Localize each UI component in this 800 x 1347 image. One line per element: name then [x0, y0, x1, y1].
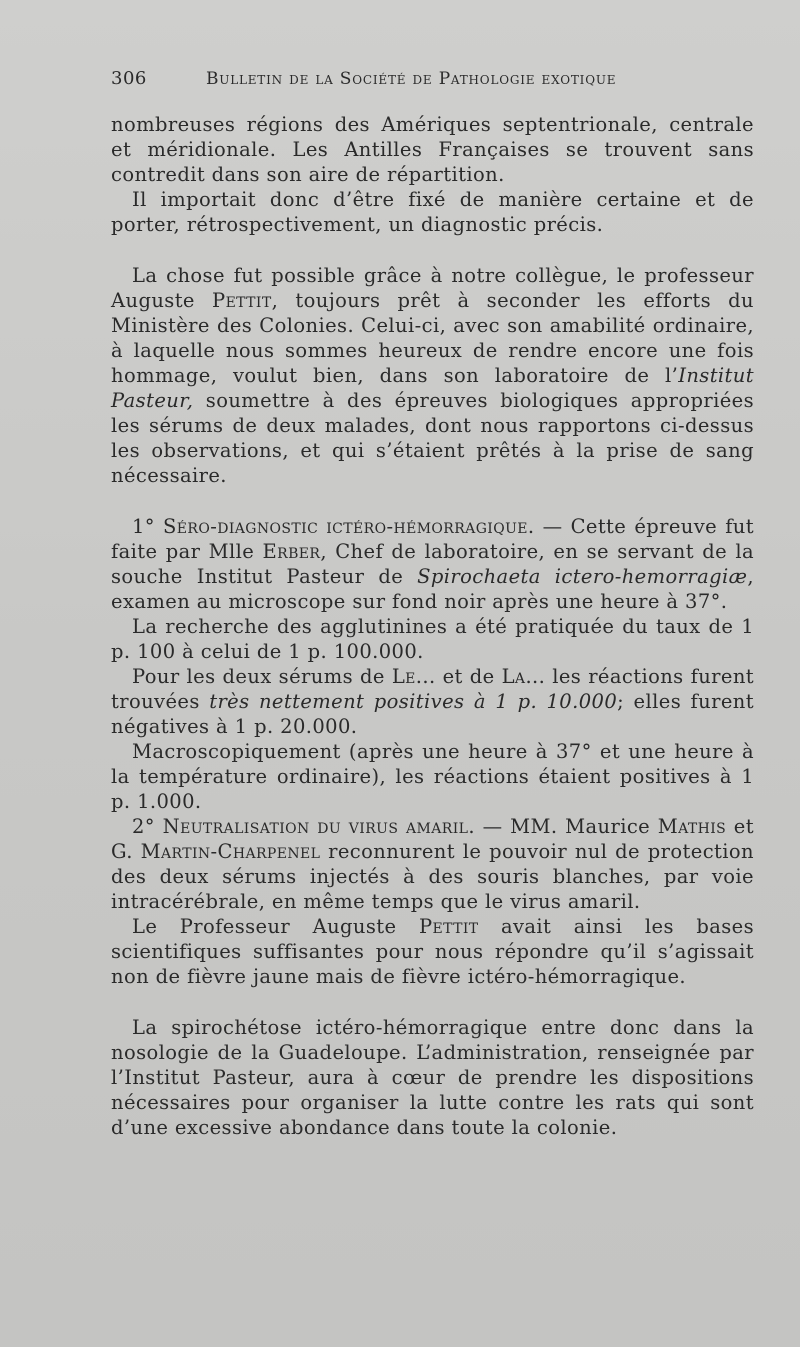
text-run: , toujours prêt à seconder les efforts du Ministère des Colonies. Celui-ci, avec son amabilité ordinaire, à laquelle nous sommes heureux de rendre encore une fois hommage, voulut bien, dans son laboratoire de l’	[111, 289, 755, 387]
page-header	[111, 68, 756, 92]
institution-name: Institut Pasteur,	[111, 364, 754, 412]
author-name: Pettit	[212, 289, 272, 312]
paragraph-3	[111, 263, 754, 488]
text-run: , examen au microscope sur fond noir après une heure à 37°.	[111, 565, 754, 613]
section-number: 1°	[132, 515, 164, 538]
text-run: — Cette épreuve fut faite par Mlle	[111, 515, 755, 563]
text-run: et G.	[111, 815, 754, 863]
paragraph-1: nombreuses régions des Amériques septentrionale, centrale et méridionale. Les Antilles Françaises se trouvent sans contredit dans son aire de répartition.	[111, 113, 754, 186]
text-run: , Chef de laboratoire, en se servant de la souche Institut Pasteur de	[111, 540, 754, 588]
running-title: Bulletin de la Société de Pathologie exotique	[206, 69, 617, 89]
patient-name: Le...	[391, 665, 436, 688]
text-run: Le Professeur Auguste	[132, 915, 419, 938]
patient-name: La...	[501, 665, 546, 688]
author-name: Mathis	[657, 815, 727, 838]
paragraph-5: La recherche des agglutinines a été pratiquée du taux de 1 p. 100 à celui de 1 p. 100.000.	[111, 615, 754, 663]
section-heading: Neutralisation du virus amaril.	[162, 815, 475, 838]
text-run: La chose fut possible grâce à notre collègue, le professeur Auguste	[111, 264, 754, 312]
paragraph-2: Il importait donc d’être fixé de manière certaine et de porter, rétrospectivement, un diagnostic précis.	[111, 188, 754, 236]
text-run: Pour les deux sérums de	[132, 665, 392, 688]
author-name: Pettit	[418, 915, 479, 938]
section-heading: Séro-diagnostic ictéro-hémorragique.	[163, 515, 535, 538]
text-run: et de	[435, 665, 502, 688]
text-run: ; elles furent négatives à 1 p. 20.000.	[111, 690, 754, 738]
section-number: 2°	[132, 815, 163, 838]
page-number: 306	[111, 68, 147, 89]
species-name: Spirochaeta ictero-hemorragiæ	[417, 565, 748, 588]
author-name: Martin-Charpenel	[140, 840, 321, 863]
paragraph-8	[111, 814, 754, 914]
paragraph-9	[111, 914, 754, 989]
text-run: avait ainsi les bases scientifiques suffisantes pour nous répondre qu’il s’agissait non de fièvre jaune mais de fièvre ictéro-hémorragique.	[111, 915, 755, 988]
article-body	[111, 112, 754, 1140]
text-run: reconnurent le pouvoir nul de protection des deux sérums injectés à des souris blanches, par voie intracérébrale, en même temps que le virus amaril.	[111, 840, 754, 913]
paragraph-6	[111, 664, 754, 739]
paragraph-4	[111, 514, 754, 614]
paragraph-7: Macroscopiquement (après une heure à 37° et une heure à la température ordinaire), les réactions étaient positives à 1 p. 1.000.	[111, 740, 754, 813]
text-run: soumettre à des épreuves biologiques appropriées les sérums de deux malades, dont nous rapportons ci-dessus les observations, et qui s’étaient prêtés à la prise de sang nécessaire.	[111, 389, 754, 487]
text-run: les réactions furent trouvées	[111, 665, 755, 713]
text-run: — MM. Maurice	[474, 815, 658, 838]
author-name: Erber	[262, 540, 321, 563]
paragraph-10: La spirochétose ictéro-hémorragique entre donc dans la nosologie de la Guadeloupe. L’administration, renseignée par l’Institut Pasteur, aura à cœur de prendre les dispositions nécessaires pour organiser la lutte contre les rats qui sont d’une excessive abondance dans toute la colonie.	[111, 1016, 754, 1139]
result-text: très nettement positives à 1 p. 10.000	[209, 690, 618, 713]
